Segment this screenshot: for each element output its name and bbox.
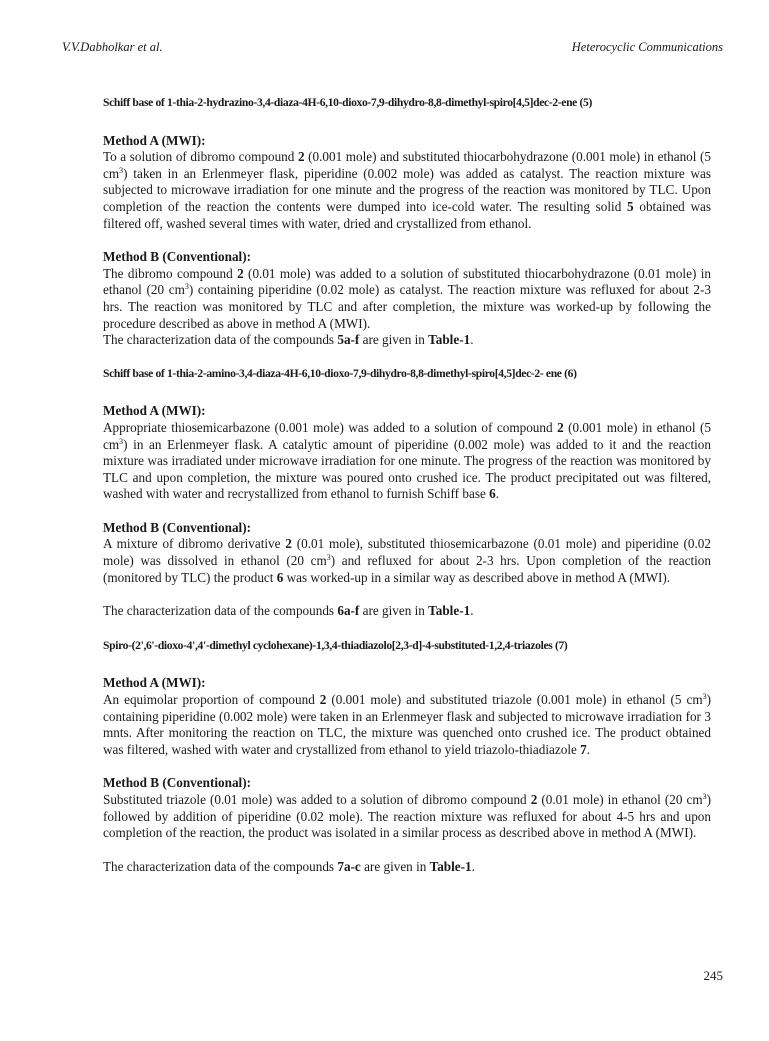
section-6-characterization-note: The characterization data of the compounds 6a-f are given in Table-1.	[103, 603, 474, 619]
page-number: 245	[703, 968, 723, 983]
section-6-method-b-title: Method B (Conventional):	[103, 519, 251, 535]
section-6-method-a-title: Method A (MWI):	[103, 403, 206, 419]
section-5-title: Schiff base of 1-thia-2-hydrazino-3,4-diaza-4H-6,10-dioxo-7,9-dihydro-8,8-dimethyl-spiro[4,5]dec-2-ene (5)	[103, 96, 592, 109]
section-5-method-a-title: Method A (MWI):	[103, 132, 206, 148]
running-header-journal: Heterocyclic Communications	[571, 40, 723, 54]
section-7-title: Spiro-(2',6'-dioxo-4',4'-dimethyl cyclohexane)-1,3,4-thiadiazolo[2,3-d]-4-substituted-1,2,4-triazoles (7)	[103, 638, 568, 652]
section-5-characterization-note: The characterization data of the compounds 5a-f are given in Table-1.	[103, 332, 474, 348]
section-7-characterization-note: The characterization data of the compounds 7a-c are given in Table-1.	[103, 858, 475, 874]
section-6-title: Schiff base of 1-thia-2-amino-3,4-diaza-4H-6,10-dioxo-7,9-dihydro-8,8-dimethyl-spiro[4,5]dec-2- ene (6)	[103, 366, 577, 380]
section-7-method-b-text: Substituted triazole (0.01 mole) was added to a solution of dibromo compound 2 (0.01 mole) in ethanol (20 $cm^3$) followed by addition of piperidine (0.02 mole). The reaction mixture was refluxed for about 4-5 hrs and upon completion of the reaction, the product was isolated in a similar process as described above in method A (MWI).	[103, 792, 711, 841]
article-body	[103, 95, 711, 893]
section-5-method-b-title: Method B (Conventional):	[103, 249, 251, 265]
section-7-method-a-title: Method A (MWI):	[103, 675, 206, 691]
section-6-method-a-text: Appropriate thiosemicarbazone (0.001 mole) was added to a solution of compound 2 (0.001 mole) in ethanol (5 $cm^3$) in an Erlenmeyer flask. A catalytic amount of piperidine (0.002 mole) was added to it and the reaction mixture was irradiated under microwave irradiation for one minute. The progress of the reaction was monitored by TLC and upon completion, the mixture was poured onto crushed ice. The product precipitated out was filtered, washed with water and recrystallized from ethanol to furnish Schiff base 6.	[103, 419, 711, 502]
section-7-method-a-text: An equimolar proportion of compound 2 (0.001 mole) and substituted triazole (0.001 mole) in ethanol (5 $cm^3$) containing piperidine (0.002 mole) were taken in an Erlenmeyer flask and subjected to microwave irradiation for 3 mnts. After monitoring the reaction on TLC, the mixture was quenched onto crushed ice. The product obtained was filtered, washed with water and crystallized from ethanol to yield triazolo-thiadiazole 7.	[103, 692, 712, 757]
section-7-method-b-title: Method B (Conventional):	[103, 775, 251, 791]
section-6-method-b-text: A mixture of dibromo derivative 2 (0.01 mole), substituted thiosemicarbazone (0.01 mole) and piperidine (0.02 mole) was dissolved in ethanol (20 $cm^3$) and refluxed for about 2-3 hrs. Upon completion of the reaction (monitored by TLC) the product 6 was worked-up in a similar way as described above in method A (MWI).	[103, 536, 711, 585]
section-5-method-b-text: The dibromo compound 2 (0.01 mole) was added to a solution of substituted thiocarbohydrazone (0.01 mole) in ethanol (20 $cm^3$) containing piperidine (0.02 mole) as catalyst. The reaction mixture was refluxed for about 2-3 hrs. The reaction was monitored by TLC and after completion, the mixture was worked-up by following the procedure described as above in method A (MWI).	[103, 265, 711, 331]
section-5-method-a-text: To a solution of dibromo compound 2 (0.001 mole) and substituted thiocarbohydrazone (0.001 mole) in ethanol (5 $cm^3$) taken in an Erlenmeyer flask, piperidine (0.002 mole) was added as catalyst. The reaction mixture was subjected to microwave irradiation for one minute and the progress of the reaction was monitored by TLC. Upon completion of the reaction the contents were dumped into ice-cold water. The resulting solid 5 obtained was filtered off, washed several times with water, dried and crystallized from ethanol.	[103, 149, 711, 231]
running-header-authors: V.V.Dabholkar et al.	[62, 40, 163, 54]
